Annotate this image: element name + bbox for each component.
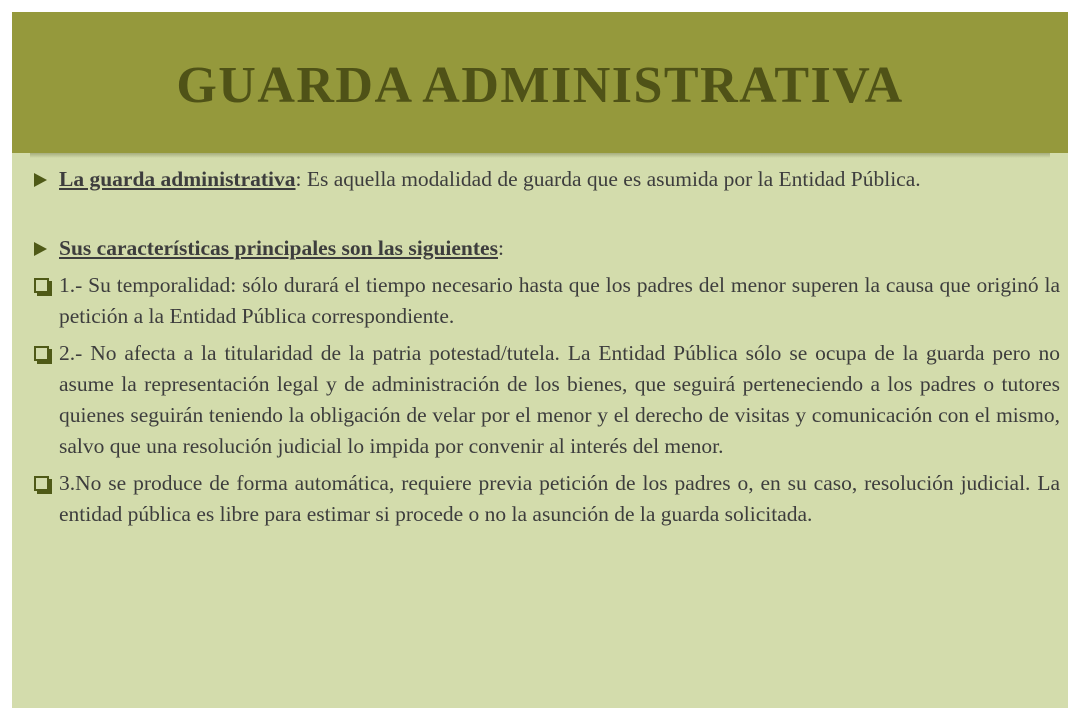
definition-term: La guarda administrativa xyxy=(59,167,296,191)
slide xyxy=(12,12,1068,708)
arrow-bullet-icon xyxy=(32,164,59,195)
characteristic-text-2: 2.- No afecta a la titularidad de la patria potestad/tutela. La Entidad Pública sólo se ocupa de la guarda pero no asume la representación legal y de administración de los bienes, que seguirá perteneciendo a los padres o tutores quienes seguirán teniendo la obligación de velar por el menor y el derecho de visitas y comunicación con el mismo, salvo que una resolución judicial lo impida por convenir al interés del menor. xyxy=(59,341,1060,458)
characteristics-heading-colon: : xyxy=(497,236,504,260)
characteristic-text-3: 3.No se produce de forma automática, requiere previa petición de los padres o, en su caso, resolución judicial. La entidad pública es libre para estimar si procede o no la asunción de la guarda solicitada. xyxy=(59,471,1060,526)
characteristic-item-2 xyxy=(32,338,1060,462)
title-bar xyxy=(12,12,1068,153)
slide-title: GUARDA ADMINISTRATIVA xyxy=(176,57,904,114)
square-bullet-icon xyxy=(32,270,59,301)
characteristic-item-1 xyxy=(32,270,1060,332)
slide-body xyxy=(32,164,1060,530)
square-bullet-icon xyxy=(32,468,59,499)
arrow-bullet-icon xyxy=(32,233,59,264)
definition-item xyxy=(32,164,1060,195)
title-bar-shadow xyxy=(30,153,1050,158)
characteristic-item-3 xyxy=(32,468,1060,530)
characteristics-heading-item xyxy=(32,233,1060,264)
square-bullet-icon xyxy=(32,338,59,369)
characteristics-heading: Sus características principales son las siguientes xyxy=(59,236,498,260)
definition-text: : Es aquella modalidad de guarda que es asumida por la Entidad Pública. xyxy=(295,167,921,191)
characteristic-text-1: 1.- Su temporalidad: sólo durará el tiempo necesario hasta que los padres del menor superen la causa que originó la petición a la Entidad Pública correspondiente. xyxy=(59,273,1060,328)
